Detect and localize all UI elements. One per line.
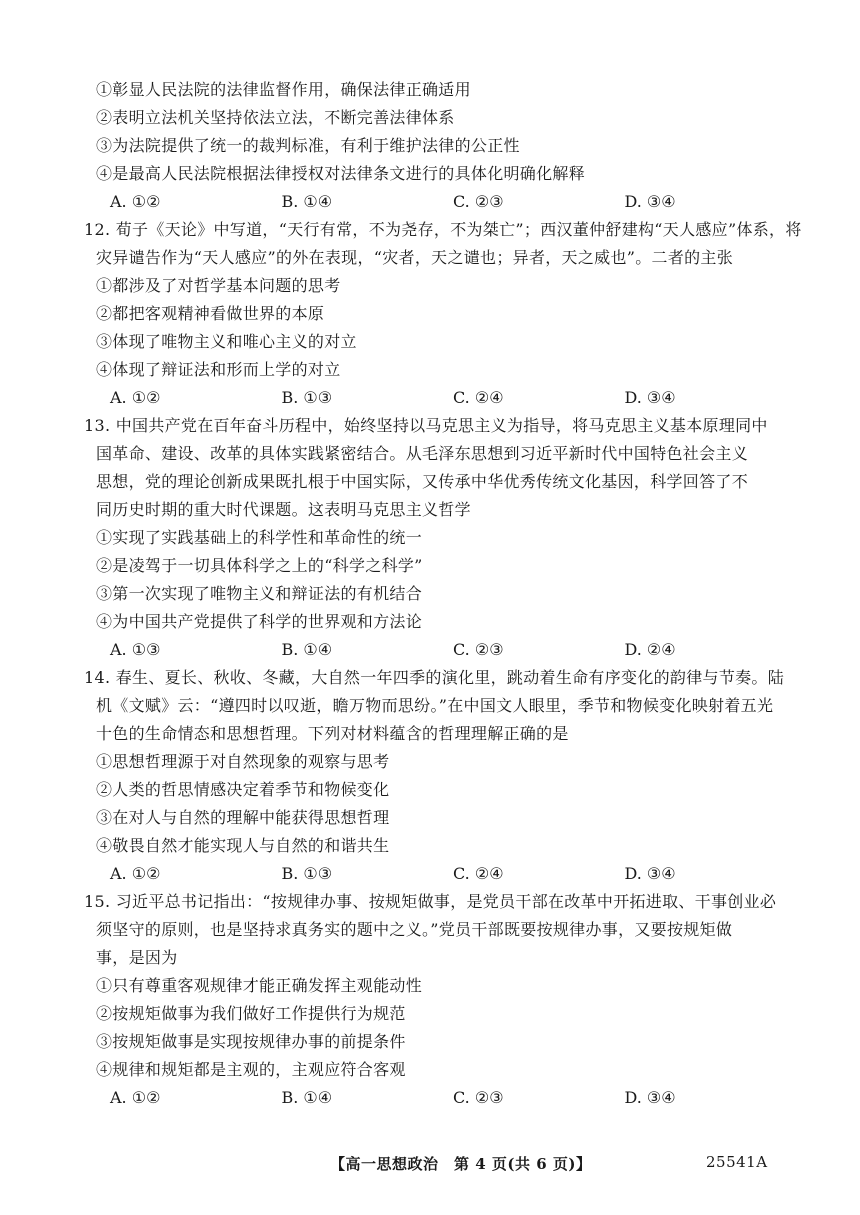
question-stem-line: 12. 荀子《天论》中写道，“天行有常，不为尧存，不为桀亡”；西汉董仲舒建构“天人感应”体系，将 (84, 220, 802, 239)
choice-d: D. ③④ (624, 388, 676, 407)
option-line: ①都涉及了对哲学基本问题的思考 (96, 276, 341, 295)
answer-choices (96, 1084, 796, 1112)
footer-title: 【高一思想政治 第 4 页(共 6 页)】 (330, 1155, 592, 1173)
choice-c: C. ②③ (453, 640, 504, 659)
choice-b: B. ①③ (281, 864, 333, 883)
option-line: ④是最高人民法院根据法律授权对法律条文进行的具体化明确化解释 (96, 164, 586, 183)
answer-choices (96, 188, 796, 216)
question-stem-line: 灾异谴告作为“天人感应”的外在表现，“灾者，天之谴也；异者，天之威也”。二者的主张 (96, 248, 734, 267)
question-stem-line: 十色的生命情态和思想哲理。下列对材料蕴含的哲理理解正确的是 (96, 724, 569, 743)
choice-a: A. ①③ (110, 640, 161, 659)
choice-c: C. ②④ (453, 864, 504, 883)
choice-b: B. ①④ (281, 192, 333, 211)
choice-a: A. ①② (110, 1088, 161, 1107)
choice-c: C. ②④ (453, 388, 504, 407)
choice-d: D. ③④ (624, 864, 676, 883)
question-14 (84, 664, 796, 888)
question-stem-line: 机《文赋》云：“遵四时以叹逝，瞻万物而思纷。”在中国文人眼里，季节和物候变化映射着五光 (96, 696, 774, 715)
choice-d: D. ③④ (624, 1088, 676, 1107)
question-content (84, 76, 802, 1112)
question-stem-line: 思想，党的理论创新成果既扎根于中国实际，又传承中华优秀传统文化基因，科学回答了不 (96, 472, 749, 491)
exam-code: 25541A (706, 1153, 768, 1171)
choice-a: A. ①② (110, 864, 161, 883)
question-stem-line: 事，是因为 (96, 948, 178, 967)
option-line: ③在对人与自然的理解中能获得思想哲理 (96, 808, 390, 827)
option-line: ②是凌驾于一切具体科学之上的“科学之科学” (96, 556, 423, 575)
question-stem-line: 同历史时期的重大时代课题。这表明马克思主义哲学 (96, 500, 471, 519)
option-line: ③为法院提供了统一的裁判标准，有利于维护法律的公正性 (96, 136, 520, 155)
choice-d: D. ②④ (624, 640, 676, 659)
option-line: ③第一次实现了唯物主义和辩证法的有机结合 (96, 584, 423, 603)
choice-b: B. ①④ (281, 1088, 333, 1107)
option-line: ①彰显人民法院的法律监督作用，确保法律正确适用 (96, 80, 471, 99)
option-line: ③体现了唯物主义和唯心主义的对立 (96, 332, 357, 351)
question-stem-line: 13. 中国共产党在百年奋斗历程中，始终坚持以马克思主义为指导，将马克思主义基本原理同中 (84, 416, 768, 435)
question-stem-line: 国革命、建设、改革的具体实践紧密结合。从毛泽东思想到习近平新时代中国特色社会主义 (96, 444, 749, 463)
option-line: ①思想哲理源于对自然现象的观察与思考 (96, 752, 390, 771)
option-line: ②都把客观精神看做世界的本原 (96, 304, 325, 323)
option-line: ①只有尊重客观规律才能正确发挥主观能动性 (96, 976, 423, 995)
question-stem-line: 14. 春生、夏长、秋收、冬藏，大自然一年四季的演化里，跳动着生命有序变化的韵律与节奏。陆 (84, 668, 785, 687)
answer-choices (96, 384, 796, 412)
option-line: ④为中国共产党提供了科学的世界观和方法论 (96, 612, 423, 631)
question-13 (84, 412, 796, 664)
option-line: ②表明立法机关坚持依法立法，不断完善法律体系 (96, 108, 455, 127)
question-12 (84, 216, 802, 412)
choice-b: B. ①④ (281, 640, 333, 659)
question-stem-line: 须坚守的原则，也是坚持求真务实的题中之义。”党员干部既要按规律办事，又要按规矩做 (96, 920, 733, 939)
option-line: ④体现了辩证法和形而上学的对立 (96, 360, 341, 379)
choice-c: C. ②③ (453, 1088, 504, 1107)
option-line: ②人类的哲思情感决定着季节和物候变化 (96, 780, 390, 799)
choice-b: B. ①③ (281, 388, 333, 407)
option-line: ④敬畏自然才能实现人与自然的和谐共生 (96, 836, 390, 855)
choice-a: A. ①② (110, 192, 161, 211)
question-11 (96, 76, 796, 216)
question-15 (84, 888, 796, 1112)
choice-d: D. ③④ (624, 192, 676, 211)
option-line: ②按规矩做事为我们做好工作提供行为规范 (96, 1004, 406, 1023)
choice-c: C. ②③ (453, 192, 504, 211)
option-line: ④规律和规矩都是主观的，主观应符合客观 (96, 1060, 406, 1079)
answer-choices (96, 860, 796, 888)
choice-a: A. ①② (110, 388, 161, 407)
option-line: ③按规矩做事是实现按规律办事的前提条件 (96, 1032, 406, 1051)
question-stem-line: 15. 习近平总书记指出：“按规律办事、按规矩做事，是党员干部在改革中开拓进取、干事创业必 (84, 892, 777, 911)
answer-choices (96, 636, 796, 664)
page-footer (0, 1153, 860, 1177)
option-line: ①实现了实践基础上的科学性和革命性的统一 (96, 528, 423, 547)
